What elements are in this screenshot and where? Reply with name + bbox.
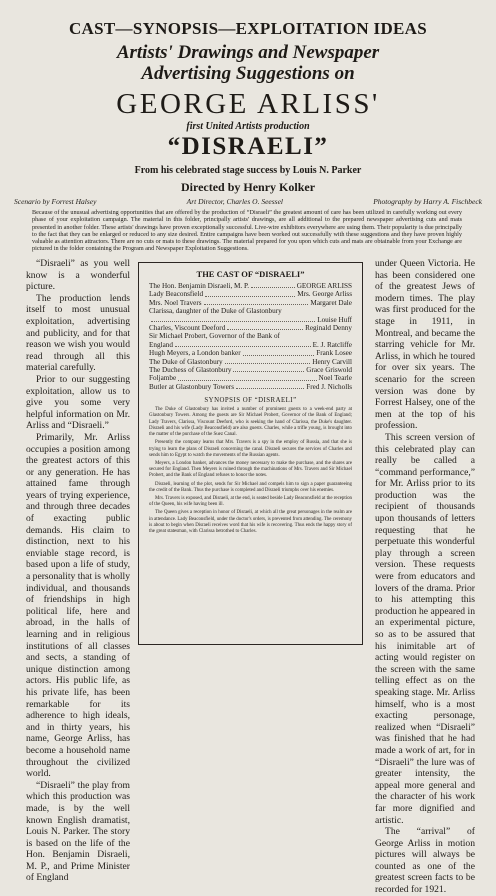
main-title-line-2: Advertising Suggestions on [141, 63, 355, 84]
cast-role: Clarissa, daughter of the Duke of Glastonbury [149, 307, 282, 316]
cast-actor: Henry Carvill [312, 357, 352, 366]
cast-row [149, 349, 352, 357]
cast-row [149, 358, 352, 366]
cast-role: Mrs. Noel Travers [149, 298, 202, 307]
header-line: CAST—SYNOPSIS—EXPLOITATION IDEAS [68, 19, 428, 38]
cast-row [149, 383, 352, 391]
left-paragraph: “Disraeli” the play from which this production was made, is by the well known English dramatist, Louis N. Parker. The story is based on the life of the Hon. Benjamin Disraeli, M. P., and Prime Minister of England [26, 779, 130, 884]
cast-role: The Duchess of Glastonbury [149, 366, 232, 375]
left-paragraph: Primarily, Mr. Arliss occupies a position among the greatest actors of this or any generation. He has attained fame through years of trying experience, and through three decades of exacting public demands. His claim to distinction, next to his enviable stage record, is based upon a life of study, a personality that is wholly individual, and thousands of friendships in high political life, here and abroad, in the halls of learning and in religious institutions of all classes and sects, a standing of unique distinction among actors. His public life, as his private life, has been remarkable for its adherence to high ideals, and in thirty years, his name, George Arliss, has become a household name throughout the civilized world. [26, 431, 130, 780]
cast-role: Hugh Meyers, a London banker [149, 349, 241, 358]
cast-actor: Frank Losee [316, 349, 352, 358]
cast-row [149, 341, 352, 349]
dot-leader [225, 358, 311, 364]
left-column [26, 258, 130, 884]
cast-row [149, 282, 352, 290]
synopsis-paragraph: Presently the company learns that Mrs. Travers is a spy in the employ of Russia, and that she is trying to learn the plans of Disraeli concerning the canal. Disraeli secures the services of Charles and sends him to Egypt to watch the movements of the Russian agents. [149, 440, 352, 458]
cast-role: England [149, 340, 173, 349]
synopsis-paragraph: Meyers, a London banker, advances the money necessary to make the purchase, and the shares are secured for England. Then Meyers is ruined through the machinations of Mrs. Travers and Sir Michael Probert, and the Bank of England refuses to honor the notes. [149, 460, 352, 479]
synopsis-text [149, 407, 352, 535]
cast-row [149, 324, 352, 332]
source-credit: From his celebrated stage success by Louis N. Parker [134, 165, 362, 176]
cast-actor: E. J. Ratcliffe [312, 340, 352, 349]
dot-leader [233, 366, 304, 372]
production-note: first United Artists production [186, 121, 310, 132]
cast-actor: Reginald Denny [305, 324, 352, 333]
synopsis-paragraph: The Duke of Glastonbury has invited a number of prominent guests to a week-end party at Glastonbury Towers. Among the guests are Sir Michael Probert, Governor of the Bank of England; Lady Travers, Clarissa, Viscount Deeford, who is seeking the hand of Clarissa, the Duke's daughter. Disraeli and his wife (Lady Beaconsfield) are also guests. Charles, while a trifle young, is brought into the matter of the purchase of the Suez Canal. [149, 407, 352, 438]
cast-role: The Duke of Glastonbury [149, 357, 223, 366]
synopsis-paragraph: Disraeli, learning of the plot, sends for Sir Michael and compels him to sign a paper guaranteeing the credit of the Bank. Thus the purchase is completed and Disraeli triumphs over his enemies. [149, 481, 352, 493]
star-name: GEORGE ARLISS' [116, 88, 380, 120]
scenario-credit: Scenario by Forrest Halsey [14, 197, 97, 206]
cast-actor: Fred J. Nicholls [306, 382, 352, 391]
dot-leader [204, 299, 309, 305]
cast-row [149, 374, 352, 382]
left-paragraph: “Disraeli” as you well know is a wonderful picture. [26, 258, 130, 293]
right-paragraph: This screen version of this celebrated play can really be called a “command performance,” for Mr. Arliss prior to its production was the recipient of thousands upon thousands of letters requesting that he perpetuate this wonderful play through a screen version. These requests were from educators and lovers of the drama. Prior to his attempting this production he appeared in an experimental picture, so as to be assured that his inimitable art of acting would register on the screen with the same telling effect as on the speaking stage. Mr. Arliss himself, who is a most exacting personage, realized when “Disraeli” was finished that he had made a work of art, for in “Disraeli” the lure was of greater intensity, the appeal more general and the character of his work far more dignified and artistic. [375, 431, 475, 826]
dot-leader [236, 383, 304, 389]
cast-row [149, 299, 352, 307]
film-title: “DISRAELI” [167, 133, 329, 160]
dot-leader [243, 349, 315, 355]
cast-role: Sir Michael Probert, Governor of the Bank of [149, 332, 280, 341]
cast-row [149, 307, 352, 315]
dot-leader [151, 316, 315, 322]
dot-leader [175, 341, 311, 347]
cast-actor: Louise Huff [317, 315, 352, 324]
intro-paragraph: Because of the unusual advertising opportunities that are offered by the production of “Disraeli” the greatest amount of care has been utilized in carefully working out every phase of your exploitation campaign. The material in this folder, principally artists' drawings, are all additional to the prepared newspaper advertising cuts and mats presented in another folder. These artists' drawings have proven exceptionally successful. Live-wire exhibitors everywhere are using them. Their popularity is due principally to the fact that they can be enlarged or reduced to any size desired. Entire campaigns have been worked out successfully with these suggestions and they have proven highly valuable as attention attractors. There are no cuts or mats to these drawings. The material prepared for you upon which cuts and mats are obtainable from your Exchange are pictured in the folder containing the Program and Newspaper Exploitation Suggestions. [32, 209, 462, 253]
cast-list [149, 282, 352, 391]
cast-role: The Hon. Benjamin Disraeli, M. P. [149, 282, 250, 290]
left-paragraph: The production lends itself to most unusual exploitation, advertising and publicity, and for that reason we wish you would read through all this material carefully. [26, 292, 130, 374]
cast-role: Charles, Viscount Deeford [149, 324, 226, 333]
dot-leader [227, 324, 303, 330]
synopsis-paragraph: Mrs. Travers is exposed, and Disraeli, at the end, is seated beside Lady Beaconsfield at the reception of the Queen, his wife having been ill. [149, 495, 352, 508]
synopsis-title: SYNOPSIS OF “DISRAELI” [204, 397, 297, 405]
photography-credit: Photography by Harry A. Fischbeck [373, 197, 482, 206]
cast-title: THE CAST OF “DISRAELI” [196, 269, 305, 279]
cast-role: Butler at Glastonbury Towers [149, 382, 234, 391]
cast-actor: Margaret Dale [310, 298, 352, 307]
cast-row [149, 316, 352, 324]
cast-actor: Grace Griswold [306, 366, 352, 375]
left-paragraph: Prior to our suggesting exploitation, allow us to give you some very helpful information on Mr. Arliss and “Disraeli.” [26, 373, 130, 432]
cast-role: Lady Beaconsfield [149, 290, 204, 299]
right-column [375, 258, 475, 896]
cast-row [149, 332, 352, 340]
right-paragraph: under Queen Victoria. He has been considered one of the greatest Jews of modern times. The play was first produced for the stage in 1911, in Montreal, and became the starring vehicle for Mr. Arliss, in which he toured for over six years. The scenario for the screen version was done by Forrest Halsey, one of the men at the top of his profession. [375, 258, 475, 432]
dot-leader [205, 290, 295, 296]
cast-and-synopsis-box [138, 262, 363, 645]
main-title-line-1: Artists' Drawings and Newspaper [116, 42, 380, 63]
cast-row [149, 290, 352, 298]
synopsis-paragraph: The Queen gives a reception in honor of Disraeli, at which all the great personages in the realm are in attendance. Lady Beaconsfield, under the doctor's orders, is prevented from attending. The ceremony is about to begin when Disraeli receives word that his wife is recovering. Thus ends the happy story of the great statesman, with Clarissa betrothed to Charles. [149, 510, 352, 534]
right-paragraph: The “arrival” of George Arliss in motion pictures will always be counted as one of the greatest screen facts to be recorded for 1921. [375, 826, 475, 896]
director-credit: Directed by Henry Kolker [180, 180, 316, 194]
cast-actor: Mrs. George Arliss [297, 290, 352, 299]
cast-row [149, 366, 352, 374]
cast-actor: Noel Tearle [318, 374, 352, 383]
cast-actor: GEORGE ARLISS [296, 282, 352, 290]
cast-role: Foljambe [149, 374, 177, 383]
art-director-credit: Art Director, Charles O. Seessel [186, 197, 283, 206]
dot-leader [178, 374, 316, 380]
credits-row [14, 197, 482, 206]
dot-leader [251, 282, 295, 288]
